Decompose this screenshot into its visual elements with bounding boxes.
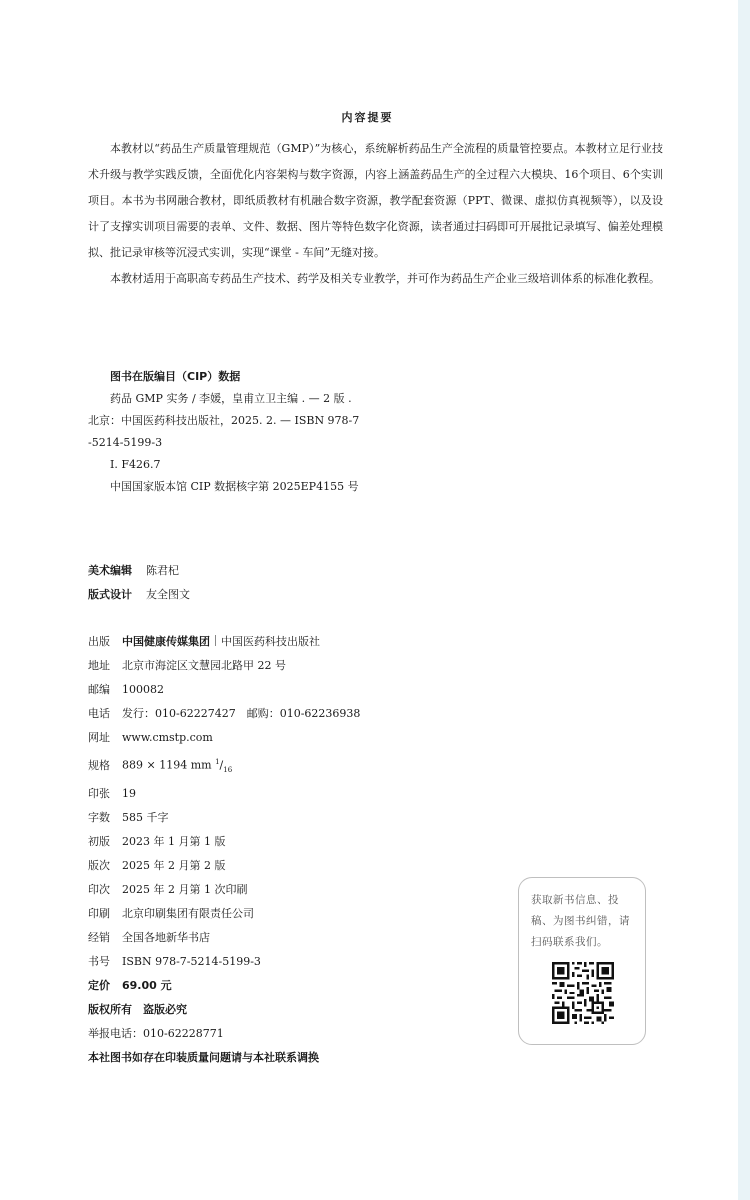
- pub-value: 2025 年 2 月第 2 版: [122, 858, 226, 872]
- pub-label: 电话: [88, 707, 110, 720]
- pub-value: www.cmstp.com: [122, 731, 213, 744]
- editors-block: [88, 559, 190, 607]
- pub-label: 网址: [88, 731, 110, 744]
- pub-value: 全国各地新华书店: [122, 930, 210, 944]
- abstract-paragraph: 本教材适用于高职高专药品生产技术、药学及相关专业教学，并可作为药品生产企业三级培训体系的标准化教程。: [110, 272, 660, 285]
- editor-row: [88, 583, 190, 607]
- pub-value: 585 千字: [122, 810, 169, 824]
- pub-row-sheets: [88, 782, 508, 806]
- pub-label: 印次: [88, 882, 110, 896]
- separator: [215, 635, 216, 646]
- editor-label: 版式设计: [88, 588, 132, 601]
- abstract-body: [88, 136, 663, 292]
- pub-label: 印张: [88, 786, 110, 800]
- pub-label: 规格: [88, 758, 110, 772]
- pub-value: 北京市海淀区文慧园北路甲 22 号: [122, 659, 286, 672]
- format-numerator: 1: [215, 758, 220, 766]
- editor-value: 陈君杞: [146, 564, 179, 577]
- rights-statement: 版权所有 盗版必究: [88, 1002, 187, 1016]
- pub-label: 定价: [88, 978, 110, 992]
- cip-line: -5214-5199-3: [88, 436, 163, 449]
- pub-row-words: [88, 806, 508, 830]
- pub-label: 印刷: [88, 906, 110, 920]
- pub-row-printing: [88, 878, 508, 902]
- pub-label: 初版: [88, 834, 110, 848]
- pub-value: ISBN 978-7-5214-5199-3: [122, 954, 261, 968]
- pub-label: 出版: [88, 635, 110, 648]
- pub-row-zip: [88, 678, 508, 702]
- abstract-paragraph: 本教材以“药品生产质量管理规范（GMP）”为核心，系统解析药品生产全流程的质量管控要点。本教材立足行业技术升级与教学实践反馈，全面优化内容架构与数字资源，内容上涵盖药品生产的全过程六大模块、16个项目、6个实训项目。本书为书网融合教材，即纸质教材有机融合数字资源，教学配套资源（PPT、微课、虚拟仿真视频等），以及设计了支撑实训项目需要的表单、文件、数据、图片等特色数字化资源，读者通过扫码即可开展批记录填写、偏差处理模拟、批记录审核等沉浸式实训，实现“课堂 - 车间”无缝对接。: [88, 142, 663, 259]
- page-edge-strip: [738, 0, 750, 1200]
- pub-label: 经销: [88, 930, 110, 944]
- pub-label: 字数: [88, 810, 110, 824]
- publisher-group: 中国健康传媒集团: [122, 635, 210, 648]
- pub-value: 100082: [122, 683, 164, 696]
- cip-heading: 图书在版编目（CIP）数据: [110, 370, 241, 383]
- publication-info: [88, 630, 508, 1070]
- editor-row: [88, 559, 190, 583]
- pub-value: 2023 年 1 月第 1 版: [122, 834, 226, 848]
- cip-record: 中国国家版本馆 CIP 数据核字第 2025EP4155 号: [110, 480, 359, 493]
- editor-label: 美术编辑: [88, 564, 132, 577]
- pub-label: 邮编: [88, 683, 110, 696]
- editor-value: 友全图文: [146, 588, 190, 601]
- pub-value: 北京印刷集团有限责任公司: [122, 906, 254, 920]
- pub-label: 版次: [88, 858, 110, 872]
- pub-value: 发行：010-62227427 邮购：010-62236938: [122, 707, 361, 720]
- format-denominator: 16: [223, 765, 233, 774]
- pub-row-isbn: [88, 950, 508, 974]
- pub-label: 地址: [88, 659, 110, 672]
- pub-value: 2025 年 2 月第 1 次印刷: [122, 882, 248, 896]
- pub-row-address: [88, 654, 508, 678]
- cip-line: 北京：中国医药科技出版社，2025. 2. — ISBN 978-7: [88, 414, 360, 427]
- pub-row-printer: [88, 902, 508, 926]
- pub-value: 889 × 1194 mm: [122, 758, 212, 772]
- pub-value: 19: [122, 786, 136, 800]
- pub-row-phone: [88, 702, 508, 726]
- pub-row-first-edition: [88, 830, 508, 854]
- qr-caption: 获取新书信息、投稿、为图书纠错，请扫码联系我们。: [531, 894, 630, 948]
- pub-row-distributor: [88, 926, 508, 950]
- pub-row-format: 规格 889 × 1194 mm $^1/_{16}$: [88, 750, 508, 782]
- cip-line: 药品 GMP 实务 / 李媛，皇甫立卫主编 . — 2 版 .: [110, 392, 352, 405]
- pub-row-price: [88, 974, 508, 998]
- qr-contact-box: [518, 877, 646, 1045]
- cip-classification: Ⅰ. F426.7: [110, 458, 161, 471]
- report-phone: 举报电话：010-62228771: [88, 1026, 224, 1040]
- quality-notice: 本社图书如存在印装质量问题请与本社联系调换: [88, 1050, 319, 1064]
- publisher-name: 中国医药科技出版社: [221, 635, 320, 648]
- qr-code-icon[interactable]: [552, 962, 614, 1024]
- pub-row-publisher: [88, 630, 508, 654]
- pub-row-edition: [88, 854, 508, 878]
- cip-data-block: [88, 366, 388, 498]
- pub-value: 69.00 元: [122, 978, 172, 992]
- pub-row-web: [88, 726, 508, 750]
- pub-label: 书号: [88, 954, 110, 968]
- abstract-title: 内容提要: [341, 111, 394, 124]
